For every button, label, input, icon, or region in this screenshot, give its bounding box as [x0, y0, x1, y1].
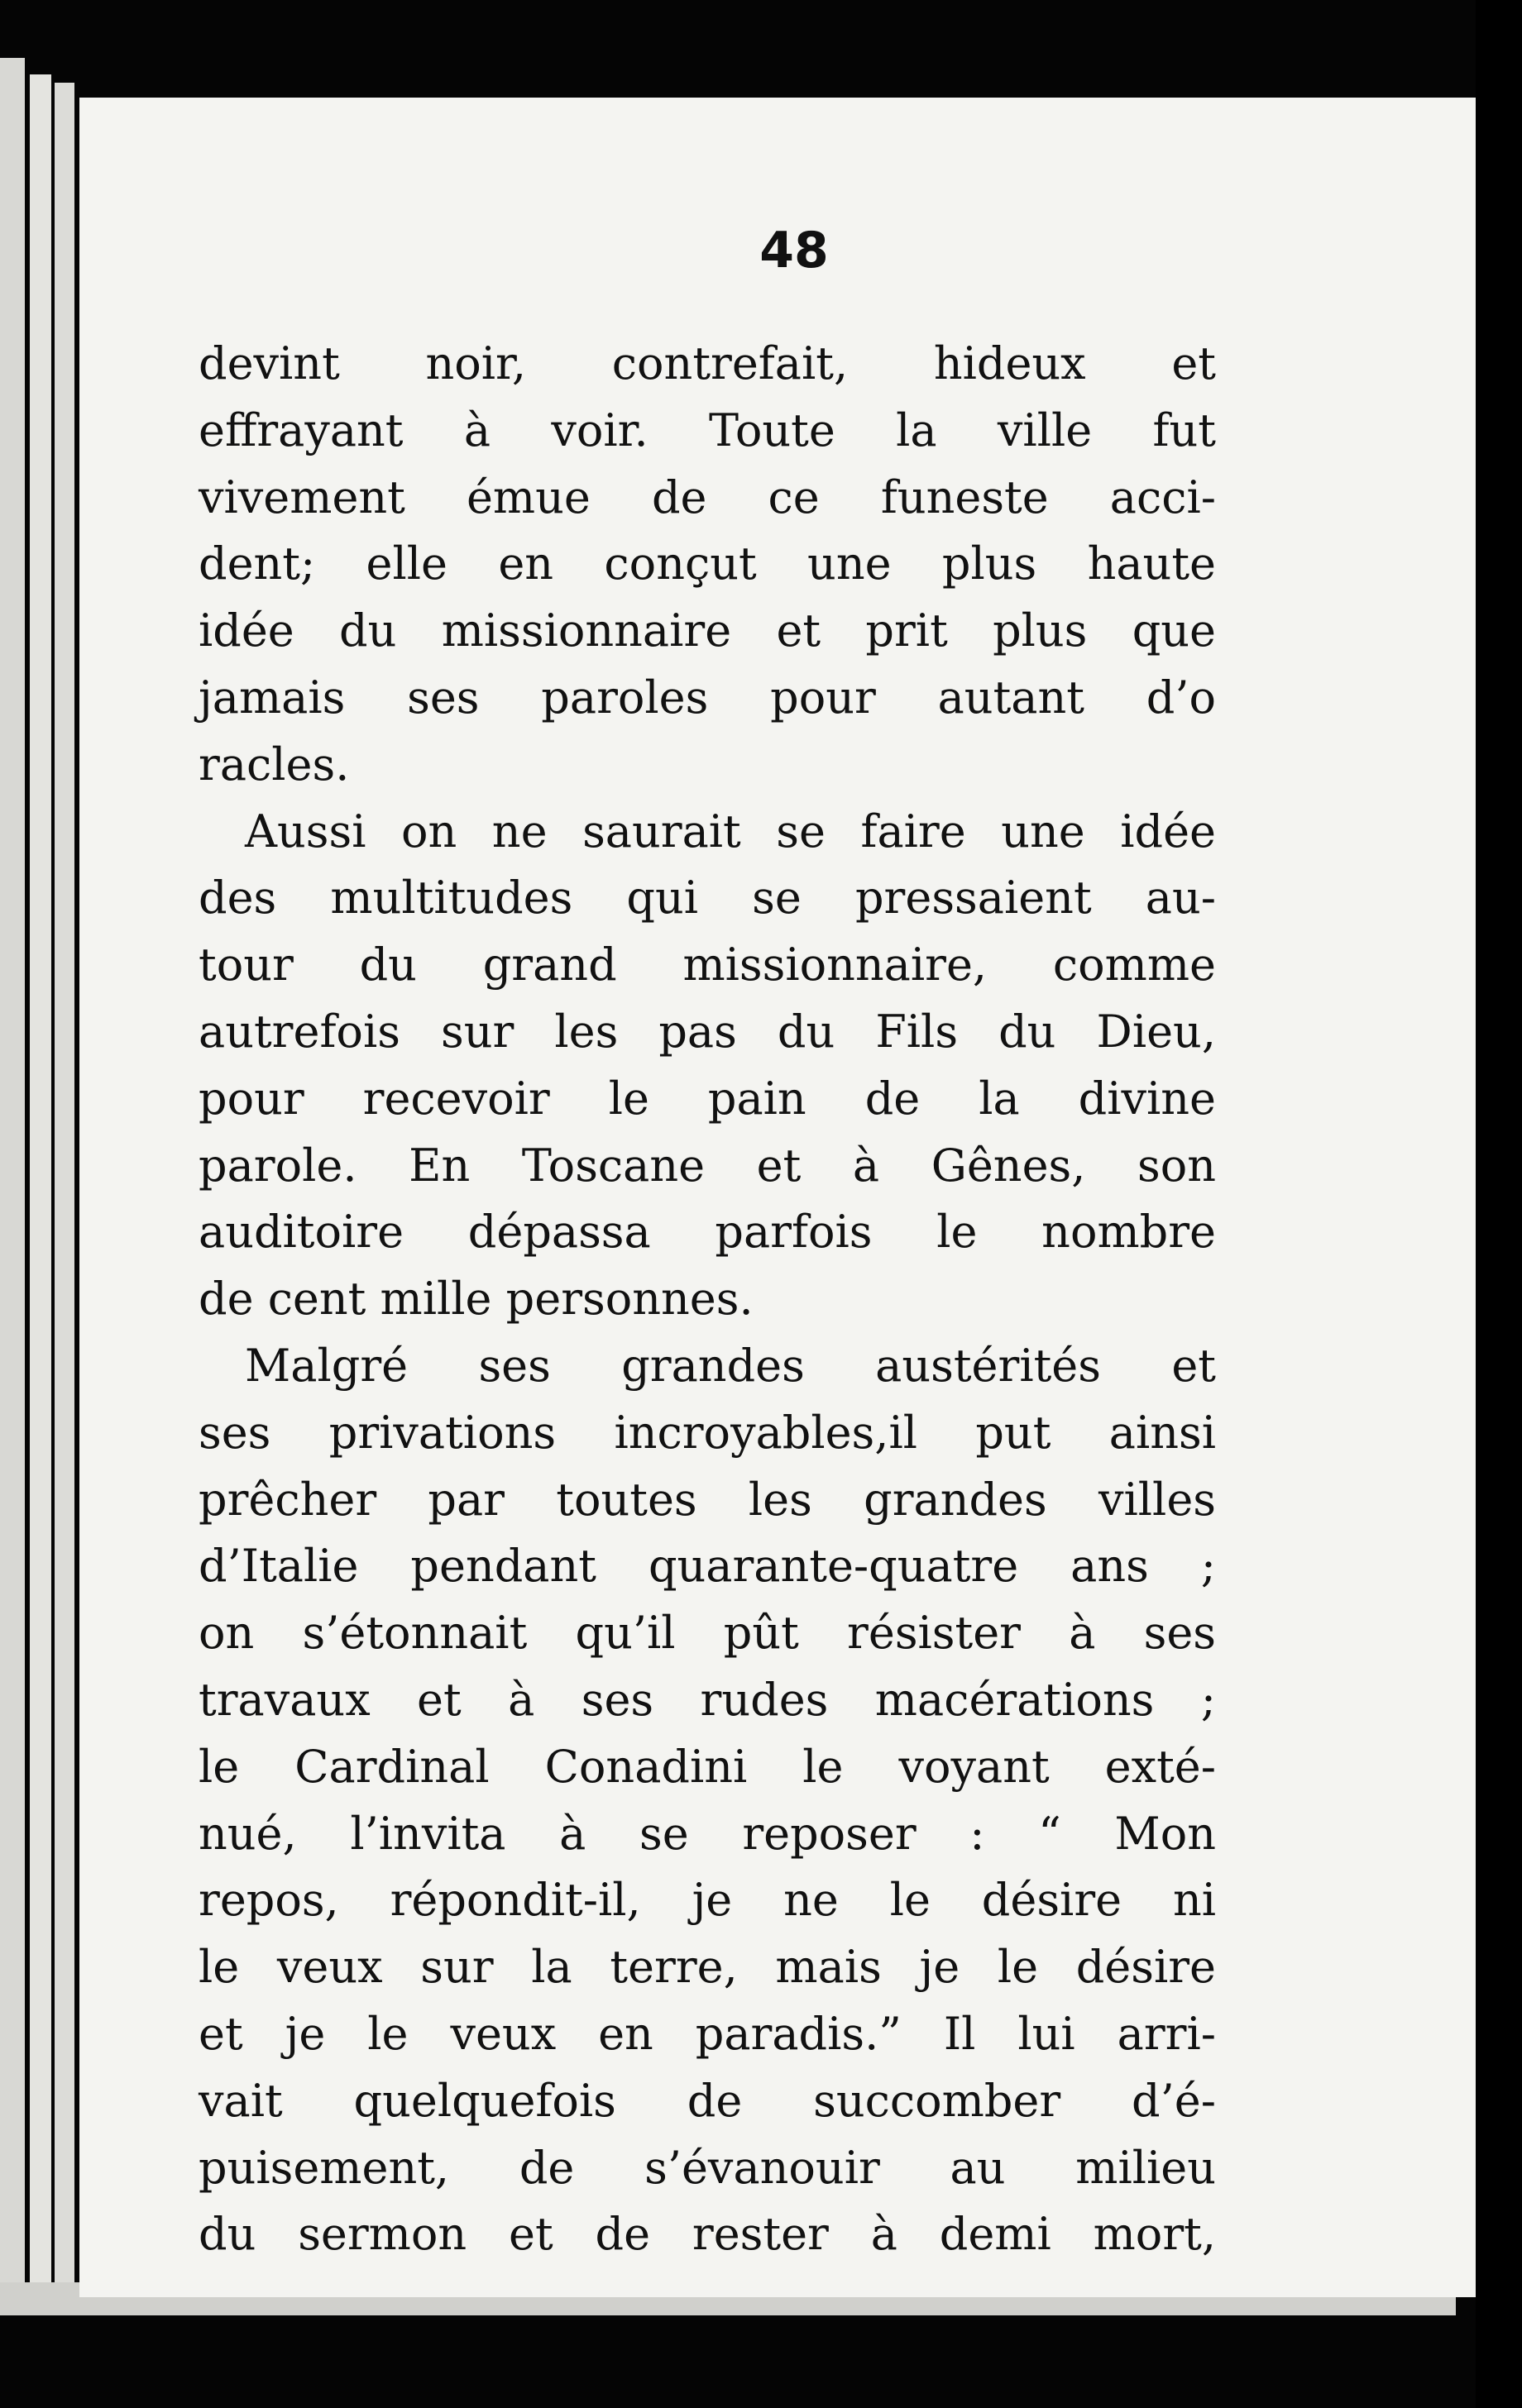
text-line: parole. En Toscane et à Gênes, son — [199, 1139, 1216, 1192]
text-line: et je le veux en paradis.” Il lui arri- — [199, 2007, 1216, 2060]
text-line: le veux sur la terre, mais je le désire — [199, 1941, 1216, 1994]
text-line: vivement émue de ce funeste acci- — [199, 471, 1216, 523]
text-line: racles. — [199, 738, 350, 791]
text-line: on s’étonnait qu’il pût résister à ses — [199, 1607, 1216, 1660]
text-line: Aussi on ne saurait se faire une idée — [245, 805, 1216, 858]
page-number: 48 — [759, 222, 829, 280]
text-line: tour du grand missionnaire, comme — [199, 939, 1216, 991]
text-line: ses privations incroyables,il put ainsi — [199, 1406, 1216, 1459]
text-line: du sermon et de rester à demi mort, — [199, 2208, 1216, 2261]
text-line: le Cardinal Conadini le voyant exté- — [199, 1740, 1216, 1793]
page-edge-stack — [30, 74, 51, 2291]
text-line: d’Italie pendant quarante-quatre ans ; — [199, 1540, 1216, 1593]
text-line: vait quelquefois de succomber d’é- — [199, 2074, 1216, 2127]
text-line: pour recevoir le pain de la divine — [199, 1072, 1216, 1125]
text-line: devint noir, contrefait, hideux et — [199, 337, 1216, 389]
text-line: travaux et à ses rudes macérations ; — [199, 1673, 1216, 1726]
text-line: de cent mille personnes. — [199, 1273, 754, 1326]
text-line: prêcher par toutes les grandes villes — [199, 1473, 1216, 1526]
page-body-text — [199, 331, 1216, 2268]
text-line: effrayant à voir. Toute la ville fut — [199, 404, 1216, 456]
text-line: repos, répondit-il, je ne le désire ni — [199, 1874, 1216, 1927]
text-line: nué, l’invita à se reposer : “ Mon — [199, 1807, 1216, 1860]
page-edge-stack — [55, 83, 74, 2307]
page-edge-stack — [0, 58, 25, 2291]
text-line: idée du missionnaire et prit plus que — [199, 604, 1216, 657]
text-line: des multitudes qui se pressaient au- — [199, 872, 1216, 924]
text-line: autrefois sur les pas du Fils du Dieu, — [199, 1005, 1216, 1058]
text-line: auditoire dépassa parfois le nombre — [199, 1206, 1216, 1259]
text-line: Malgré ses grandes austérités et — [245, 1339, 1216, 1392]
text-line: dent; elle en conçut une plus haute — [199, 538, 1216, 590]
text-line: puisement, de s’évanouir au milieu — [199, 2141, 1216, 2194]
scan-margin — [1476, 0, 1522, 2408]
text-line: jamais ses paroles pour autant d’o — [199, 671, 1216, 724]
